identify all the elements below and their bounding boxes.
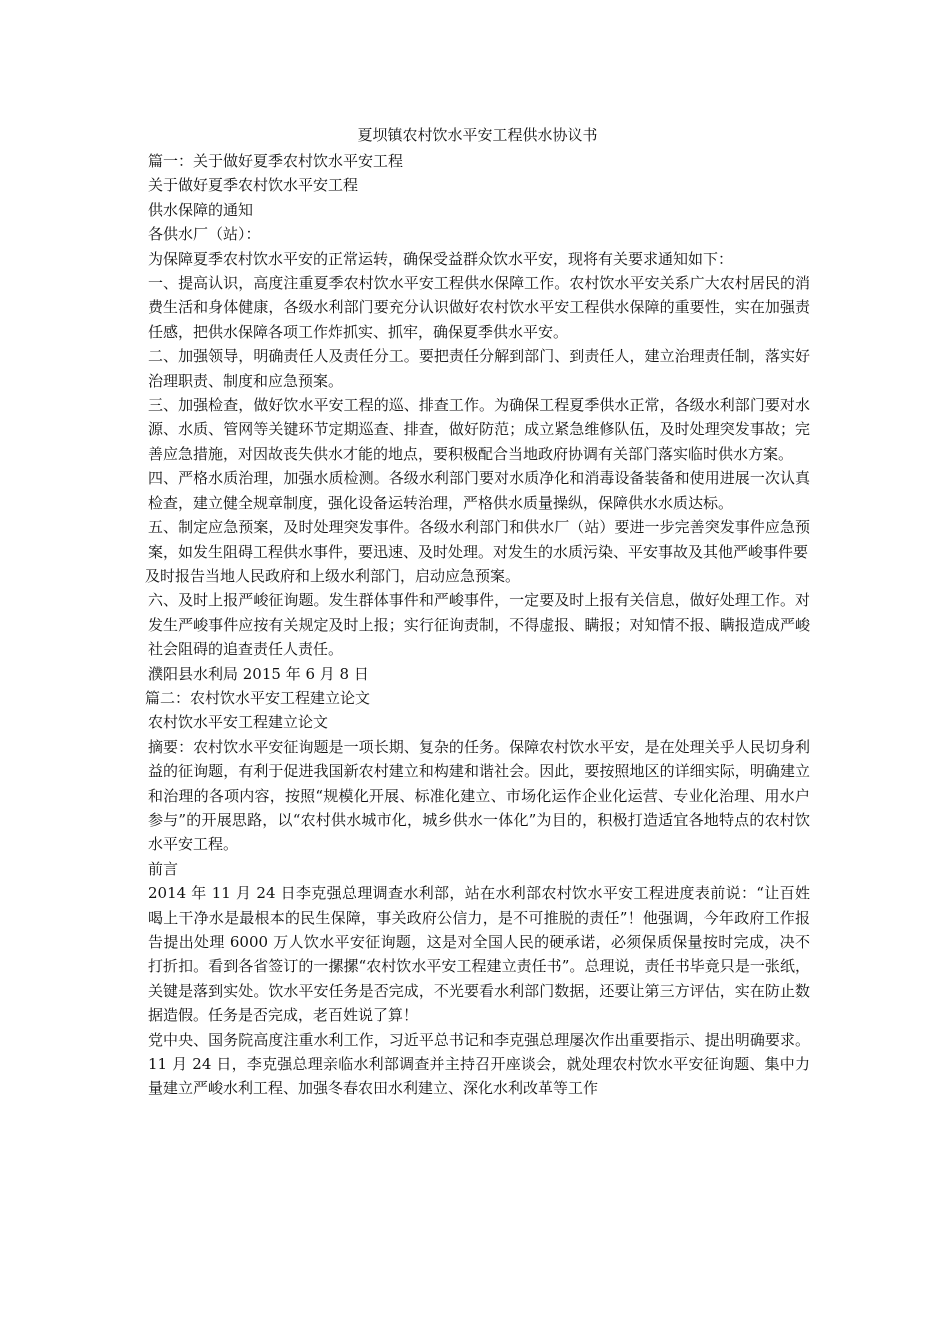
paper-title: 农村饮水平安工程建立论文 xyxy=(148,713,329,732)
paragraph: 一、提高认识，高度注重夏季农村饮水平安工程供水保障工作。农村饮水平安关系广大农村居民的消费生活和身体健康，各级水利部门要充分认识做好农村饮水平安工程供水保障的重要性，实在加强责任感，把供水保障各项工作炸抓实、抓牢，确保夏季供水平安。 xyxy=(148,274,810,341)
paragraph: 三、加强检查，做好饮水平安工程的巡、排查工作。为确保工程夏季供水正常，各级水利部门要对水源、水质、管网等关键环节定期巡查、排查，做好防范；成立紧急维修队伍，及时处理突发事故；完善应急措施，对因故丧失供水才能的地点，要积极配合当地政府协调有关部门落实临时供水方案。 xyxy=(148,396,810,463)
section-heading: 篇一：关于做好夏季农村饮水平安工程 xyxy=(148,152,404,170)
document-page xyxy=(145,125,810,1101)
paragraph: 2014 年 11 月 24 日李克强总理调查水利部，站在水利部农村饮水平安工程进度表前说：“让百姓喝上干净水是最根本的民生保障，事关政府公信力，是不可推脱的责任”！他强调，今年政府工作报告提出处理 6000 万人饮水平安征询题，这是对全国人民的硬承诺，必须保质保量按时完成，决不打折扣。看到各省签订的一摞摞“农村饮水平安工程建立责任书”。总理说，责任书毕竟只是一张纸，关键是落到实处。饮水平安任务是否完成，不光要看水利部门数据，还要让第三方评估，实在防止数据造假。任务是否完成，老百姓说了算！ xyxy=(148,884,810,1025)
notice-title-line: 关于做好夏季农村饮水平安工程 xyxy=(148,176,359,195)
notice-title-line: 供水保障的通知 xyxy=(148,200,254,219)
section-heading: 篇二：农村饮水平安工程建立论文 xyxy=(145,688,371,707)
paragraph: 及时报告当地人民政府和上级水利部门，启动应急预案。 xyxy=(145,566,521,585)
paragraph: 五、制定应急预案，及时处理突发事件。各级水利部门和供水厂（站）要进一步完善突发事件应急预案，如发生阻碍工程供水事件，要迅速、及时处理。对发生的水质污染、平安事故及其他严峻事件要 xyxy=(148,518,810,561)
signature-date: 濮阳县水利局 2015 年 6 月 8 日 xyxy=(148,664,369,683)
paragraph: 党中央、国务院高度注重水利工作，习近平总书记和李克强总理屡次作出重要指示、提出明确要求。11 月 24 日，李克强总理亲临水利部调查并主持召开座谈会，就处理农村饮水平安征询题、集中力量建立严峻水利工程、加强冬春农田水利建立、深化水利改革等工作 xyxy=(148,1030,810,1098)
paragraph: 六、及时上报严峻征询题。发生群体事件和严峻事件，一定要及时上报有关信息，做好处理工作。对发生严峻事件应按有关规定及时上报；实行征询责制，不得虚报、瞒报；对知情不报、瞒报造成严峻社会阻碍的追查责任人责任。 xyxy=(148,591,810,659)
paragraph: 四、严格水质治理，加强水质检测。各级水利部门要对水质净化和消毒设备装备和使用进展一次认真检查，建立健全规章制度，强化设备运转治理，严格供水质量操纵，保障供水水质达标。 xyxy=(148,469,810,512)
document-title: 夏坝镇农村饮水平安工程供水协议书 xyxy=(357,126,598,144)
subheading-preface: 前言 xyxy=(148,859,179,878)
salutation: 各供水厂（站）： xyxy=(148,225,261,244)
paragraph: 为保障夏季农村饮水平安的正常运转，确保受益群众饮水平安，现将有关要求通知如下： xyxy=(148,249,734,268)
paragraph: 二、加强领导，明确责任人及责任分工。要把责任分解到部门、到责任人，建立治理责任制，落实好治理职责、制度和应急预案。 xyxy=(148,347,810,390)
abstract: 摘要：农村饮水平安征询题是一项长期、复杂的任务。保障农村饮水平安，是在处理关乎人民切身利益的征询题，有利于促进我国新农村建立和构建和谐社会。因此，要按照地区的详细实际，明确建立和治理的各项内容，按照“规模化开展、标准化建立、市场化运作企业化运营、专业化治理、用水户参与”的开展思路，以“农村供水城市化，城乡供水一体化”为目的，积极打造适宜各地特点的农村饮水平安工程。 xyxy=(148,737,810,854)
